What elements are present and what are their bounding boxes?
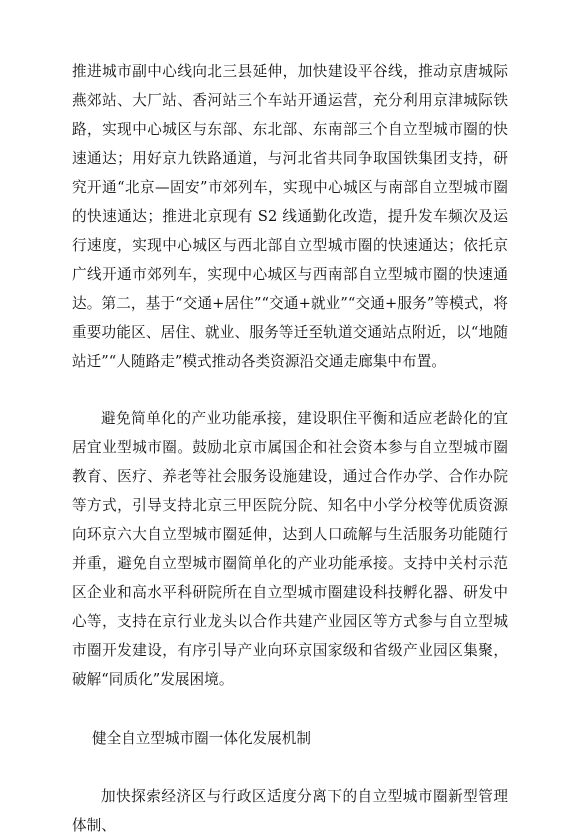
body-paragraph-mechanism: 加快探索经济区与行政区适度分离下的自立型城市圈新型管理体制、 [72, 788, 508, 834]
body-paragraph-industry: 避免简单化的产业功能承接，建设职住平衡和适应老龄化的宜居宜业型城市圈。鼓励北京市属国企和社会资本参与自立型城市圈教育、医疗、养老等社会服务设施建设，通过合作办学、合作办院等方式，引导支持北京三甲医院分院、知名中小学分校等优质资源向环京六大自立型城市圈延伸，达到人口疏解与生活服务功能随行并重，避免自立型城市圈简单化的产业功能承接。支持中关村示范区企业和高水平科研院所在自立型城市圈建设科技孵化器、研发中心等，支持在京行业龙头以合作共建产业园区等方式参与自立型城市圈开发建设，有序引导产业向环京国家级和省级产业园区集聚，破解“同质化”发展困境。 [72, 410, 508, 688]
section-heading: 健全自立型城市圈一体化发展机制 [92, 730, 311, 747]
body-paragraph-transport: 推进城市副中心线向北三县延伸，加快建设平谷线，推动京唐城际燕郊站、大厂站、香河站三个车站开通运营，充分利用京津城际铁路，实现中心城区与东部、东北部、东南部三个自立型城市圈的快速通达；用好京九铁路通道，与河北省共同争取国铁集团支持，研究开通“北京—固安”市郊列车，实现中心城区与南部自立型城市圈的快速通达；推进北京现有 S2 线通勤化改造，提升发车频次及运行速度，实现中心城区与西北部自立型城市圈的快速通达；依托京广线开通市郊列车，实现中心城区与西南部自立型城市圈的快速通达。第二，基于“交通+居住”“交通+就业”“交通+服务”等模式，将重要功能区、居住、就业、服务等迁至轨道交通站点附近，以“地随站迁”“人随路走”模式推动各类资源沿交通走廊集中布置。 [72, 63, 508, 370]
document-page [72, 57, 508, 840]
